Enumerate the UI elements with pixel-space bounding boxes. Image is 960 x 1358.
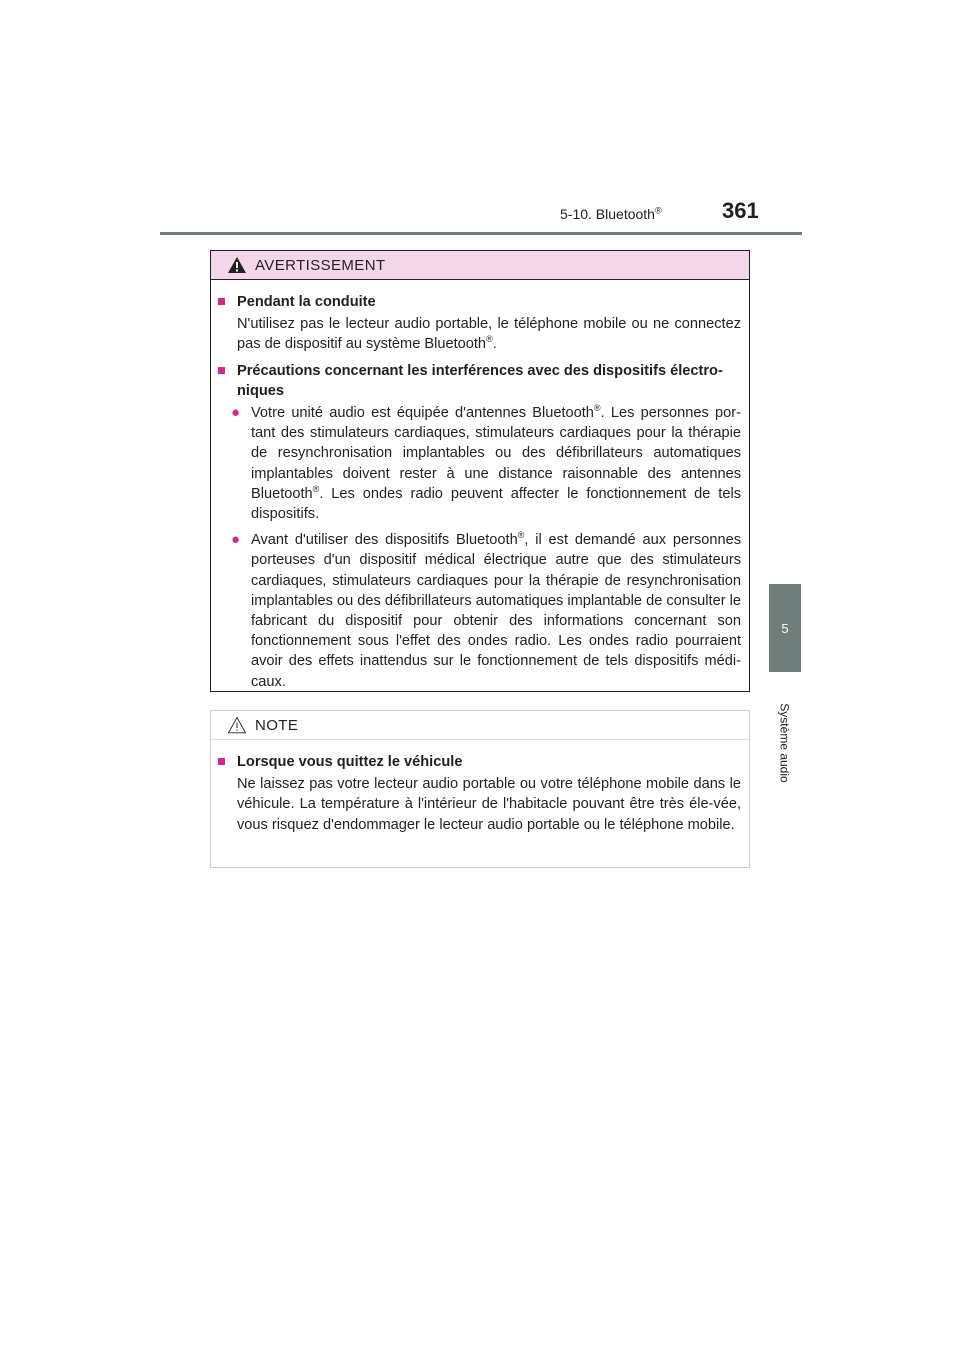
header-rule <box>160 232 802 235</box>
warning-icon <box>227 256 247 274</box>
note-heading: ■ Lorsque vous quittez le véhicule <box>217 752 741 772</box>
page-number: 361 <box>722 198 759 223</box>
square-bullet-icon: ■ <box>217 294 226 310</box>
bullet-icon: ● <box>231 404 241 422</box>
warning-heading-driving: ■ Pendant la conduite <box>217 292 741 312</box>
note-title: NOTE <box>255 716 299 734</box>
warning-header <box>211 251 749 280</box>
warning-paragraph: N'utilisez pas le lecteur audio portable, le téléphone mobile ou ne connectez pas de dispositif au système Bluetooth®. <box>237 316 741 353</box>
chapter-tab: 5 <box>769 584 801 672</box>
warning-box <box>210 250 750 692</box>
square-bullet-icon: ■ <box>217 362 226 379</box>
square-bullet-icon: ■ <box>217 754 226 770</box>
list-item: ● Avant d'utiliser des dispositifs Bluetooth®, il est demandé aux personnes porteuses d'un dispositif médical électrique autre que des stimulateurs cardiaques, stimulateurs cardiaques pour la thérapie de resynchronisation implantables ou des défibrillateurs automatiques implantable de consulter le fabricant du dispositif pour obtenir des informations concernant son fonctionnement sous l'effet des ondes radio. Les ondes radio pourraient avoir des effets inattendus sur le fonctionnement de tels dispositifs médi-caux. <box>217 530 741 692</box>
warning-body <box>211 280 749 692</box>
section-title: 5-10. Bluetooth® <box>560 205 662 222</box>
list-item: ● Votre unité audio est équipée d'antennes Bluetooth®. Les personnes por-tant des stimulateurs cardiaques, stimulateurs cardiaques pour la thérapie de resynchronisation implantables ou des défibrillateurs automatiques implantables doivent rester à une distance raisonnable des antennes Bluetooth®. Les ondes radio peuvent affecter le fonctionnement de tels dispositifs. <box>217 403 741 524</box>
caution-icon <box>227 716 247 734</box>
note-body <box>211 740 749 835</box>
chapter-label: Système audio <box>778 703 793 783</box>
warning-title: AVERTISSEMENT <box>255 256 386 274</box>
warning-heading-interference: ■ Précautions concernant les interférences avec des dispositifs électro-niques <box>217 361 741 401</box>
note-header <box>211 711 749 740</box>
note-box <box>210 710 750 868</box>
note-paragraph: Ne laissez pas votre lecteur audio portable ou votre téléphone mobile dans le véhicule. La température à l'intérieur de l'habitacle pouvant être très éle-vée, vous risquez d'endommager le lecteur audio portable ou le téléphone mobile. <box>237 776 741 833</box>
bullet-icon: ● <box>231 531 241 549</box>
